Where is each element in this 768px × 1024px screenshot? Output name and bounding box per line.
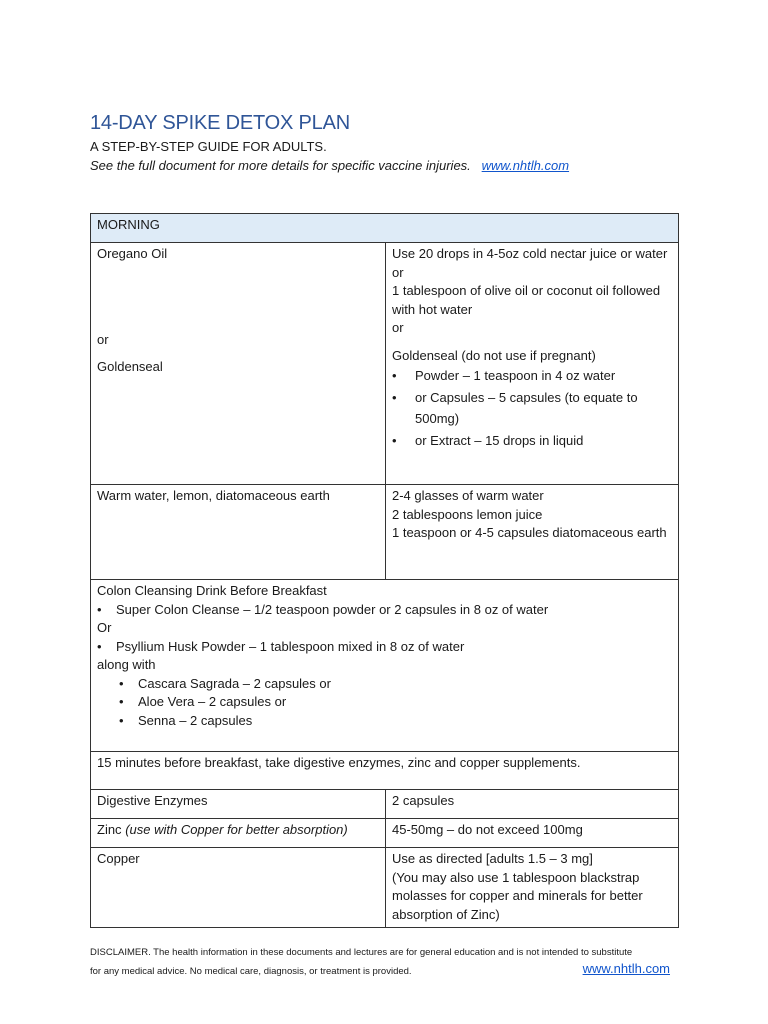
water-line-2: 2 tablespoons lemon juice bbox=[392, 506, 543, 522]
disclaimer-text: DISCLAIMER. The health information in these documents and lectures are for general education and is not intended to substitute for any medical advice. No medical care, diagnosis, or treatment is provided. bbox=[90, 947, 633, 977]
colon-along: along with bbox=[97, 657, 156, 672]
oregano-right-cell bbox=[386, 243, 679, 485]
oregano-label: Oregano Oil bbox=[97, 246, 168, 261]
water-left-cell: Warm water, lemon, diatomaceous earth bbox=[91, 485, 386, 580]
zinc-left-cell bbox=[91, 819, 386, 848]
oregano-dosage-2: 1 tablespoon of olive oil or coconut oil followed with hot water bbox=[392, 283, 661, 317]
intro-note-text: See the full document for more details for specific vaccine injuries. bbox=[90, 158, 471, 173]
table-row-copper bbox=[91, 848, 679, 928]
zinc-dosage: 45-50mg – do not exceed 100mg bbox=[386, 819, 679, 848]
bullet-icon: • bbox=[392, 432, 397, 448]
table-row-water bbox=[91, 485, 679, 580]
table-row-zinc bbox=[91, 819, 679, 848]
copper-line-2: (You may also use 1 tablespoon blackstrap molasses for copper and minerals for better absorption of Zinc) bbox=[392, 869, 643, 922]
intro-note bbox=[90, 158, 569, 173]
colon-sub-item: • Aloe Vera – 2 capsules or bbox=[119, 694, 287, 709]
zinc-label: Zinc bbox=[97, 822, 122, 837]
table-row-oregano bbox=[91, 243, 679, 485]
water-line-1: 2-4 glasses of warm water bbox=[392, 488, 544, 503]
footer-website-link[interactable]: www.nhtlh.com bbox=[582, 961, 670, 976]
detox-plan-table bbox=[90, 213, 679, 928]
colon-cell bbox=[91, 580, 679, 752]
or-label: or bbox=[97, 331, 109, 347]
page-subtitle: A STEP-BY-STEP GUIDE FOR ADULTS. bbox=[90, 139, 327, 154]
oregano-dosage-or: or bbox=[392, 320, 404, 335]
enzyme-note-cell: 15 minutes before breakfast, take digestive enzymes, zinc and copper supplements. bbox=[91, 752, 679, 790]
page-title: 14-DAY SPIKE DETOX PLAN bbox=[90, 112, 350, 134]
table-row-enzyme-note bbox=[91, 752, 679, 790]
copper-line-1: Use as directed [adults 1.5 – 3 mg] bbox=[392, 851, 593, 866]
list-item: • Powder – 1 teaspoon in 4 oz water bbox=[392, 365, 672, 387]
table-row-colon bbox=[91, 580, 679, 752]
colon-sub-item: • Cascara Sagrada – 2 capsules or bbox=[119, 675, 331, 691]
oregano-left-cell bbox=[91, 243, 386, 485]
copper-label: Copper bbox=[91, 848, 386, 928]
list-item: • or Capsules – 5 capsules (to equate to 500mg) bbox=[392, 387, 672, 430]
zinc-note: (use with Copper for better absorption) bbox=[125, 822, 348, 837]
goldenseal-list bbox=[392, 365, 672, 451]
bullet-icon: • bbox=[392, 389, 397, 405]
copper-right-cell bbox=[386, 848, 679, 928]
footer bbox=[90, 944, 680, 981]
goldenseal-heading: Goldenseal (do not use if pregnant) bbox=[392, 347, 596, 363]
table-header-row bbox=[91, 214, 679, 243]
water-right-cell bbox=[386, 485, 679, 580]
colon-or: Or bbox=[97, 620, 112, 635]
colon-option-2: • Psyllium Husk Powder – 1 tablespoon mixed in 8 oz of water bbox=[97, 638, 465, 654]
water-line-3: 1 teaspoon or 4-5 capsules diatomaceous earth bbox=[392, 525, 667, 540]
bullet-icon: • bbox=[392, 368, 397, 383]
colon-sub-item: • Senna – 2 capsules bbox=[119, 712, 253, 728]
enzymes-label: Digestive Enzymes bbox=[91, 790, 386, 819]
table-row-enzymes bbox=[91, 790, 679, 819]
enzymes-dosage: 2 capsules bbox=[386, 790, 679, 819]
section-header-morning: MORNING bbox=[91, 214, 679, 243]
list-item: • or Extract – 15 drops in liquid bbox=[392, 430, 672, 452]
website-link[interactable]: www.nhtlh.com bbox=[481, 158, 570, 173]
colon-option-1: • Super Colon Cleanse – 1/2 teaspoon powder or 2 capsules in 8 oz of water bbox=[97, 601, 549, 617]
colon-heading: Colon Cleansing Drink Before Breakfast bbox=[97, 583, 327, 598]
goldenseal-label: Goldenseal bbox=[97, 359, 163, 374]
oregano-dosage-1: Use 20 drops in 4-5oz cold nectar juice or water or bbox=[392, 246, 668, 280]
